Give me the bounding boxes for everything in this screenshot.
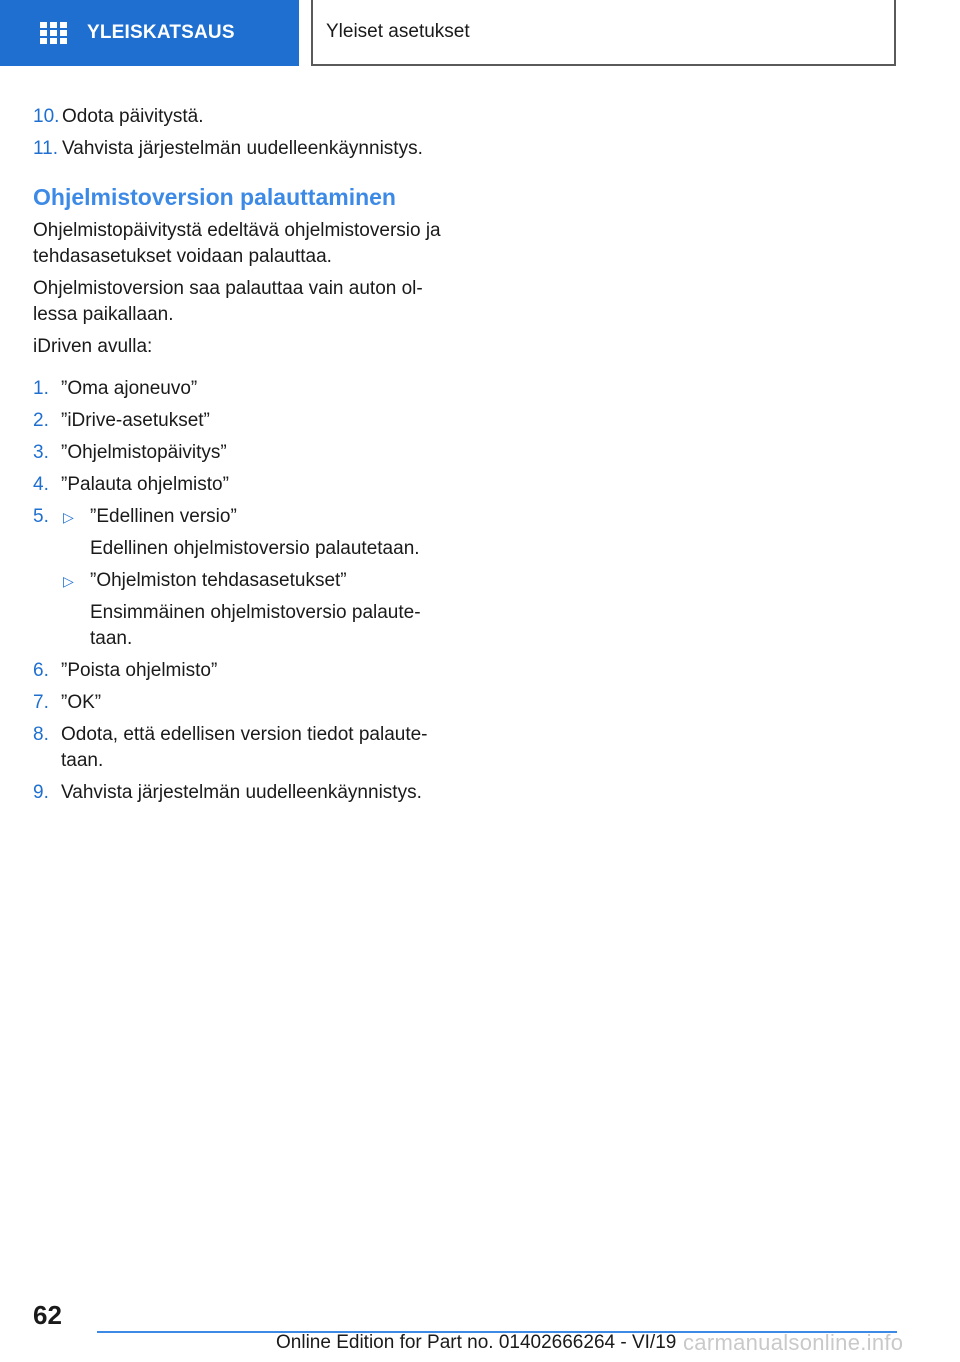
list-item bbox=[33, 658, 453, 684]
step-text: ”Palauta ohjelmisto” bbox=[61, 474, 229, 495]
list-item bbox=[33, 472, 453, 498]
page-number: 62 bbox=[33, 1300, 62, 1330]
tab-section[interactable] bbox=[311, 0, 896, 66]
intro-paragraph: Ohjelmistopäivitystä edeltävä ohjelmistoversio ja tehdasasetukset voidaan palauttaa. bbox=[33, 220, 441, 267]
step-number: 11. bbox=[33, 138, 59, 159]
step-number: 8. bbox=[33, 724, 49, 745]
list-item bbox=[33, 440, 453, 466]
list-item bbox=[33, 136, 453, 162]
triangle-bullet-icon: ▷ bbox=[63, 509, 74, 525]
list-item bbox=[33, 104, 453, 130]
step-text: ”iDrive-asetukset” bbox=[61, 410, 210, 431]
substep-description: Edellinen ohjelmistoversio palautetaan. bbox=[90, 538, 420, 559]
step-text: ”OK” bbox=[61, 692, 102, 713]
substep bbox=[33, 504, 453, 530]
condition-paragraph: Ohjelmistoversion saa palauttaa vain auton ol-lessa paikallaan. bbox=[33, 278, 423, 325]
step-text: ”Poista ohjelmisto” bbox=[61, 660, 218, 681]
step-text: Odota päivitystä. bbox=[62, 106, 204, 127]
page-header bbox=[0, 0, 960, 66]
step-number: 6. bbox=[33, 660, 49, 681]
step-number: 2. bbox=[33, 410, 49, 431]
step-number: 10. bbox=[33, 106, 60, 127]
footer-edition: Online Edition for Part no. 01402666264 - VI/19 bbox=[276, 1332, 677, 1353]
list-item bbox=[33, 780, 453, 806]
section-heading: Ohjelmistoversion palauttaminen bbox=[33, 184, 396, 210]
list-item bbox=[33, 376, 453, 402]
list-item bbox=[33, 690, 453, 716]
tab-overview-label: YLEISKATSAUS bbox=[87, 22, 235, 43]
tab-section-label: Yleiset asetukset bbox=[326, 21, 470, 42]
grid-menu-icon bbox=[40, 22, 66, 44]
step-text: Vahvista järjestelmän uudelleenkäynnistys. bbox=[61, 782, 422, 803]
step-text: ”Ohjelmistopäivitys” bbox=[61, 442, 227, 463]
step-number: 3. bbox=[33, 442, 49, 463]
substep bbox=[33, 568, 453, 594]
main-content bbox=[33, 104, 453, 806]
method-paragraph: iDriven avulla: bbox=[33, 336, 153, 357]
step-number: 5. bbox=[33, 506, 49, 527]
step-number: 4. bbox=[33, 474, 49, 495]
step-number: 7. bbox=[33, 692, 49, 713]
watermark: carmanualsonline.info bbox=[683, 1330, 904, 1355]
step-number: 9. bbox=[33, 782, 49, 803]
substep-description: Ensimmäinen ohjelmistoversio palaute-taan. bbox=[90, 602, 421, 649]
tab-overview[interactable] bbox=[0, 0, 299, 66]
step-text: Vahvista järjestelmän uudelleenkäynnistys. bbox=[62, 138, 423, 159]
step-number: 1. bbox=[33, 378, 49, 399]
step-text: Odota, että edellisen version tiedot palaute-taan. bbox=[61, 724, 428, 771]
list-item bbox=[33, 408, 453, 434]
step-text: ”Oma ajoneuvo” bbox=[61, 378, 198, 399]
substep-title: ”Edellinen versio” bbox=[90, 506, 237, 527]
triangle-bullet-icon: ▷ bbox=[63, 573, 74, 589]
list-item bbox=[33, 722, 433, 774]
substep-title: ”Ohjelmiston tehdasasetukset” bbox=[90, 570, 347, 591]
